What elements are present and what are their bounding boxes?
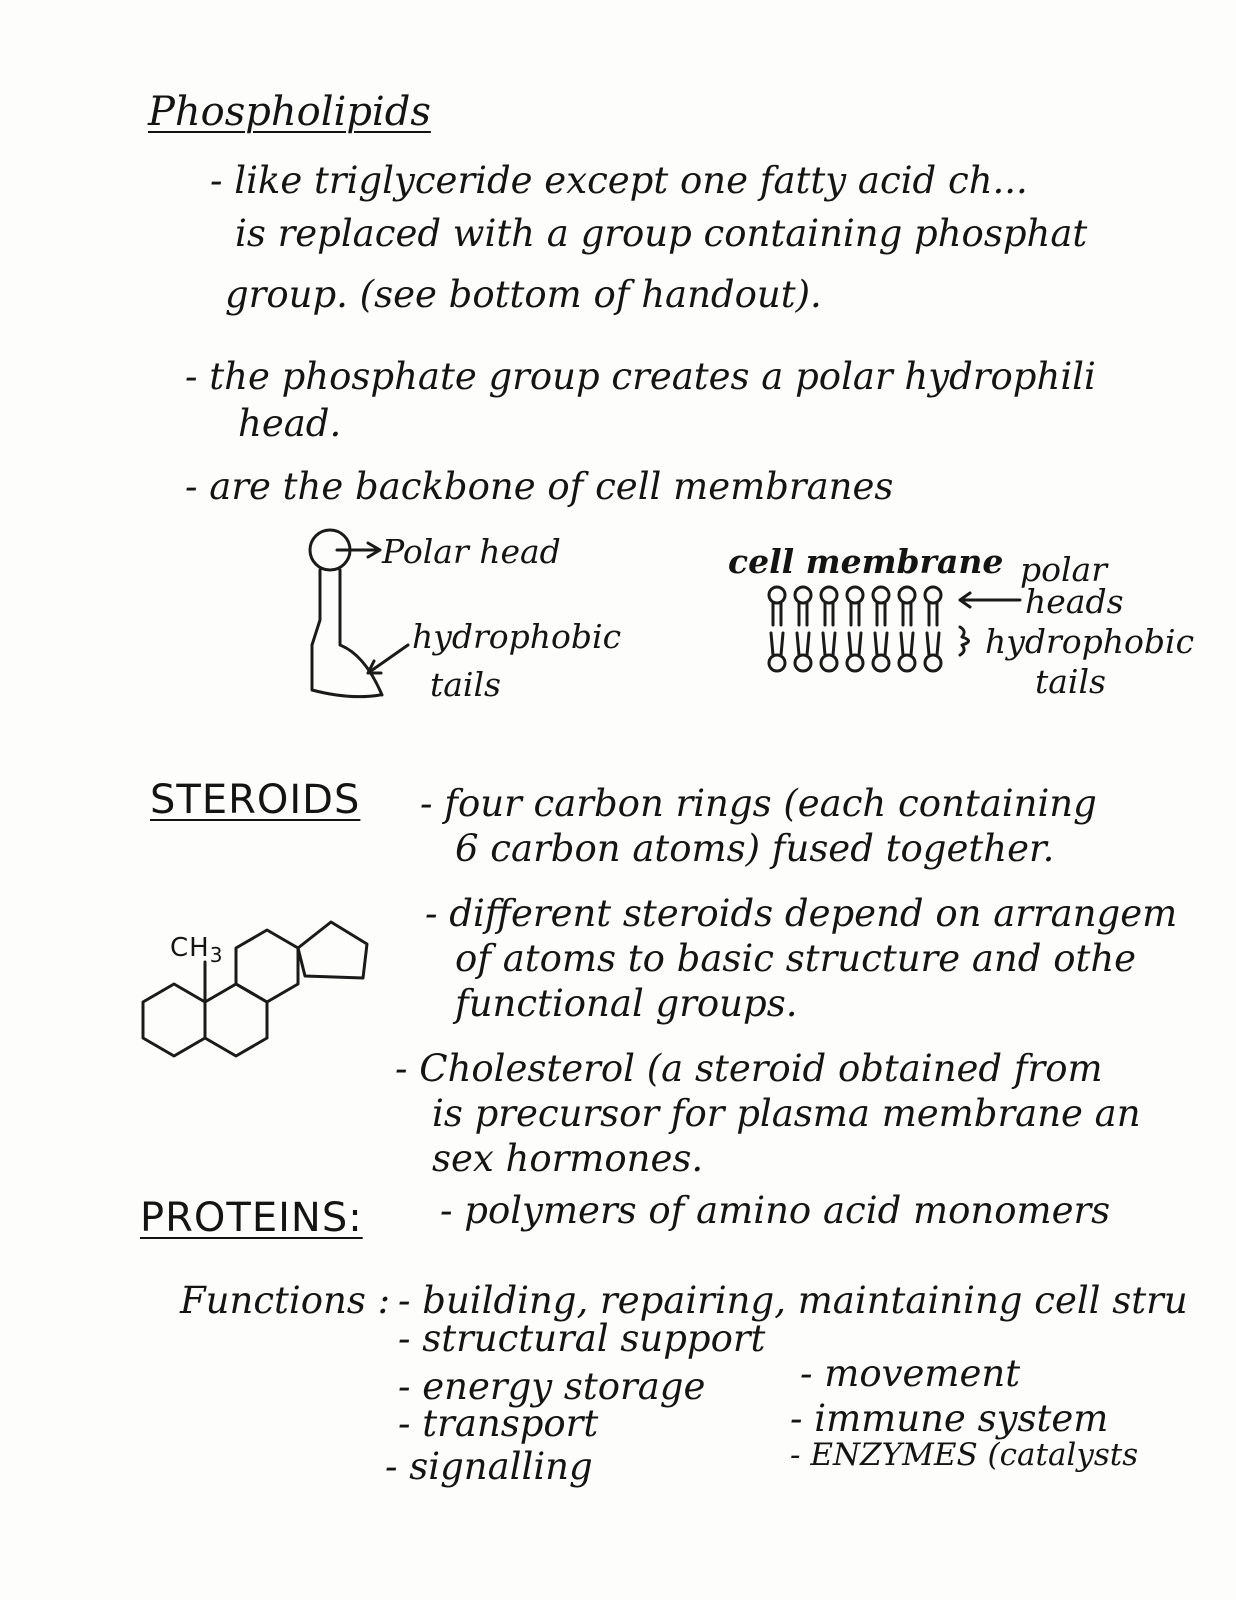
hydrophobic-label-right: hydrophobic <box>985 622 1195 661</box>
proteins-heading: PROTEINS: <box>140 1195 363 1241</box>
function-item-2: - structural support <box>398 1317 766 1360</box>
tails-label-right: tails <box>1035 662 1106 701</box>
hydrophobic-label-left: hydrophobic <box>412 617 622 656</box>
ch3-subscript: 3 <box>209 943 224 968</box>
phospholipids-bullet2-line1: - the phosphate group creates a polar hydrophili <box>185 355 1096 398</box>
cell-membrane-title: cell membrane <box>728 542 1004 581</box>
cell-membrane-drawing <box>765 585 1025 695</box>
function-item-4: - transport <box>398 1402 599 1445</box>
functions-label: Functions : <box>180 1279 391 1322</box>
heads-label: heads <box>1025 582 1124 621</box>
steroids-bullet3-line2: is precursor for plasma membrane an <box>432 1092 1141 1135</box>
function-item-5: - signalling <box>385 1445 593 1488</box>
tails-label-left: tails <box>430 665 501 704</box>
steroid-structure-drawing <box>135 900 395 1060</box>
function-item-3: - energy storage <box>398 1365 706 1408</box>
proteins-definition: - polymers of amino acid monomers <box>440 1189 1111 1232</box>
phospholipids-bullet2-line2: head. <box>238 402 342 445</box>
steroids-bullet3-line3: sex hormones. <box>432 1137 704 1180</box>
steroids-bullet3-line1: - Cholesterol (a steroid obtained from <box>395 1047 1103 1090</box>
function-item-enzymes: - ENZYMES (catalysts <box>790 1437 1139 1473</box>
phospholipids-bullet1-line1: - like triglyceride except one fatty acid ch... <box>210 159 1028 202</box>
ch3-text: CH <box>170 933 210 963</box>
function-item-immune: - immune system <box>790 1397 1109 1440</box>
phospholipids-bullet1-line3: group. (see bottom of handout). <box>225 273 822 316</box>
steroids-bullet2-line1: - different steroids depend on arrangem <box>425 892 1178 935</box>
steroids-bullet2-line2: of atoms to basic structure and othe <box>455 937 1137 980</box>
steroids-bullet2-line3: functional groups. <box>455 982 798 1025</box>
polar-head-label: Polar head <box>382 532 561 571</box>
function-item-1: - building, repairing, maintaining cell stru <box>398 1279 1188 1322</box>
phospholipids-heading: Phospholipids <box>148 89 431 135</box>
steroids-heading: STEROIDS <box>150 777 361 823</box>
function-item-movement: - movement <box>800 1352 1021 1395</box>
polar-label: polar <box>1020 550 1107 589</box>
steroids-bullet1-line1: - four carbon rings (each containing <box>420 782 1097 825</box>
phospholipids-bullet1-line2: is replaced with a group containing phosphat <box>235 212 1088 255</box>
steroids-bullet1-line2: 6 carbon atoms) fused together. <box>455 827 1055 870</box>
phospholipids-bullet3: - are the backbone of cell membranes <box>185 465 894 508</box>
